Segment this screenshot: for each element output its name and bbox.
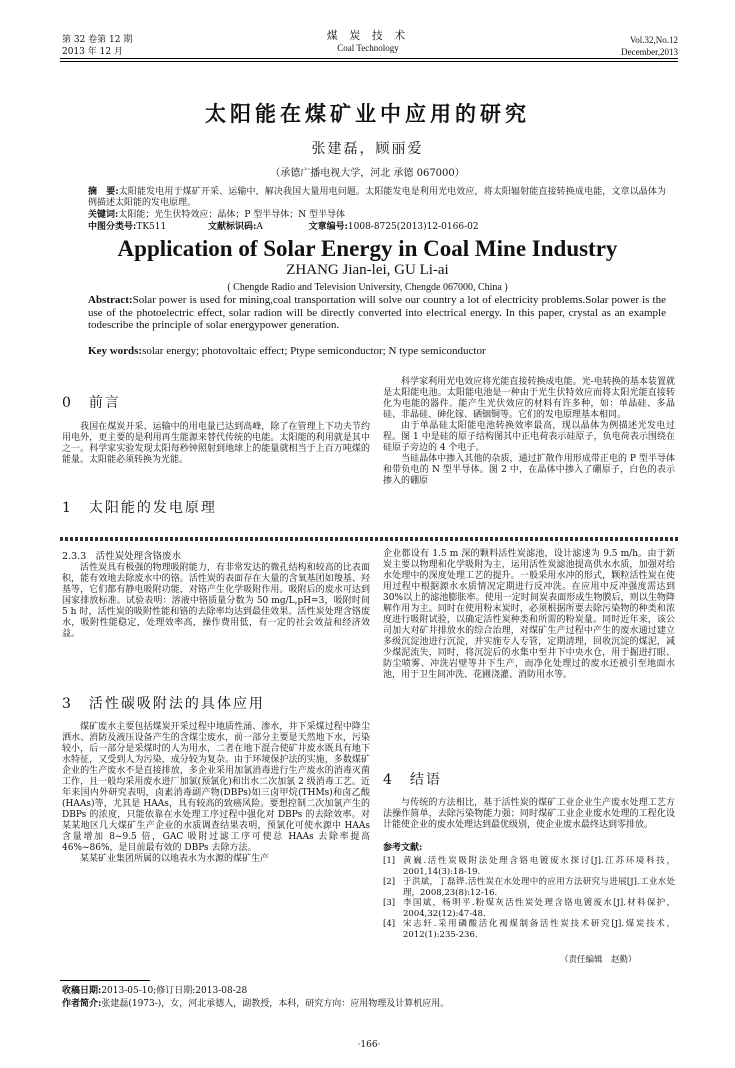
keywords-en-text: solar energy; photovoltaic effect; Ptype semiconductor; N type semiconductor [142, 345, 486, 357]
author-bio-value: 张建磊(1973-)，女，河北承德人，副教授，本科，研究方向：应用物理及计算机应用。 [101, 999, 450, 1009]
reference-text: 李国斌，杨明平.粉煤灰活性炭处理含铬电镀废水[J].材料保护，2004,32(12):47-48. [403, 898, 675, 919]
year-month: 2013 年 12 月 [62, 47, 123, 57]
header-rule [60, 58, 678, 59]
section-233-heading: 2.3.3 活性炭处理含铬废水 [62, 551, 182, 562]
lower-right-column [383, 549, 675, 681]
journal-name-cn: 煤 炭 技 术 [326, 29, 410, 42]
section-3-heading: 3 活性碳吸附法的具体应用 [62, 696, 265, 712]
paragraph-silicon: 由于单晶硅太阳能电池转换效率最高，现以晶体为例描述光发电过程。图 1 中是硅的原子结构图其中正电荷表示硅原子，负电荷表示围绕在硅原子旁边的 4 个电子。 [383, 421, 675, 453]
section-3-body [62, 722, 370, 865]
paragraph-photoelectric: 科学家利用光电效应将光能直接转换成电能。光-电转换的基本装置就是太阳能电池。太阳能电池是一种由于光生伏特效应而将太阳光能直接转化为电能的器件。能产生光伏效应的材料有许多种，如：单晶硅、多晶硅、非晶硅、砷化镓、硒铟铜等。它们的发电原理基本相同。 [383, 377, 675, 420]
clc-label: 中图分类号: [88, 222, 137, 232]
doc-code-value: A [256, 222, 263, 232]
reference-number: [4] [383, 919, 396, 929]
reference-text: 黄巍.活性炭吸附法处理含铬电镀废水探讨[J].江苏环境科技，2001,14(3):18-19. [403, 856, 675, 877]
journal-name-en: Coal Technology [337, 43, 399, 53]
keywords-en [88, 345, 666, 358]
section-0-heading: 0 前言 [62, 395, 121, 411]
upper-right-column [383, 377, 675, 487]
reference-text: 宋志轩.采用磷酸活化褐煤制备活性炭技术研究[J].煤炭技术，2012(1):235-236. [403, 919, 675, 940]
section-3-paragraph-2: 某某矿业集团所属的以地表水为水源的煤矿生产 [80, 854, 270, 864]
paragraph-filter-pool: 企业都设有 1.5 m 深的颗料活性炭滤池，设计滤速为 9.5 m/h。由于新炭主要以物理和化学吸附为主，运用活性炭滤池提高供水水质，加强对给水处理中的深度处理工艺的提升。一般采用水冲的形式，颗粒活性炭在使用过程中根据源水水质情况定期进行反冲洗。在应用中反冲强度需达到 30%以上的滤池膨胀率。使用一定时间炭表面形成生物膜后，则以生物降解作用为主。同时在使用粉末炭时，必须根据所要去除污染物的种类和浓度进行吸附试验，以确定活性炭种类和所需的粉炭量。同时近年来，该公司加大对矿井排放水的综合治理，对煤矿生产过程中产生的废水通过建立多级沉淀池进行沉淀，并实施专人专管，定期清理，回收沉淀的煤泥，减少煤泥流失，同时，将沉淀后的水集中至井下中央水仓，用于掘进打眼、防尘喷雾、冲洗岩壁等井下生产，而净化处理过的废水还被引至地面水池，用于卫生间冲洗、花圃浇灌、消防用水等。 [383, 549, 675, 680]
keywords-en-label: Key words: [88, 345, 143, 357]
author-bio-label: 作者简介: [62, 999, 102, 1009]
doc-code-label: 文献标识码: [207, 222, 257, 232]
title-en: Application of Solar Energy in Coal Mine Industry [117, 236, 618, 261]
volume-issue: 第 32 卷第 12 期 [62, 35, 133, 45]
keywords-cn [88, 210, 666, 221]
meta-cn [88, 222, 666, 233]
keywords-cn-text: 太阳能；光生伏特效应；晶体；P 型半导体；N 型半导体 [118, 210, 345, 220]
section-1-heading: 1 太阳能的发电原理 [62, 500, 217, 516]
section-3-paragraph-1: 煤矿废水主要包括煤炭开采过程中地质性涌、渗水，井下采煤过程中降尘洒水、消防及液压设备产生的含煤尘废水，前一部分主要是天然地下水，污染较小，后一部分是采煤时的人为用水，二者在地下混合使矿井废水既具有地下水特征，又受到人为污染，成分较为复杂。由于环境保护法的实施，多数煤矿企业的生产废水不是直接排放，多企业采用加氯消毒进行生产废水的消毒灭菌工作，且一般均采用废水进厂加氯(预氯化)和出水二次加氯 2 级消毒工艺。近年来国内外研究表明，卤素消毒副产物(DBPs)如三卤甲烷(THMs)和卤乙酸(HAAs)等，尤其是 HAAs，具有较高的致癌风险。要想控制二次加氯产生的 DBPs 的浓度，只能依靠在水处理工序过程中强化对 DBPs 的去除效率。对某某地区几大煤矿生产企业的水质调查结果表明，预氯化可使水源中 HAAs 含量增加 8~9.5 倍，GAC 吸附过滤工序可使总 HAAs 去除率提高 46%~86%，是目前最有效的 DBPs 去除方法。 [62, 722, 370, 853]
received-dates-label: 收稿日期: [62, 986, 102, 996]
header-right [621, 34, 678, 58]
authors-cn: 张建磊，顾丽爱 [311, 141, 424, 157]
article-no-value: 1008-8725(2013)12-0166-02 [347, 222, 479, 232]
author-bio [62, 999, 672, 1010]
abstract-en-text: Solar power is used for mining,coal transportation will solve our country a lot of electricity problems.Solar power is the use of the photoelectric effect, solar radion will be directly converted into electrical energy. In this paper, crystal as an example todescribe the principle of solar energypower generation. [88, 294, 666, 331]
paragraph-doping: 当硅晶体中掺入其他的杂质，通过扩散作用形成带正电的 P 型半导体和带负电的 N 型半导体。图 2 中，在晶体中掺入了硼原子，白色的表示掺入的硼原 [383, 454, 675, 486]
section-4-heading: 4 结语 [383, 772, 442, 788]
article-no-label: 文章编号: [308, 222, 348, 232]
affiliation-cn: （承德广播电视大学，河北 承德 067000） [270, 168, 465, 179]
reference-item [383, 898, 675, 919]
reference-text: 于洪斌，丁磊铧.活性炭在水处理中的应用方法研究与进展[J].工业水处理，2008,23(8):12-16. [403, 877, 675, 898]
abstract-en [88, 294, 666, 332]
page-splice-divider [60, 537, 678, 541]
references-heading: 参考文献: [383, 843, 423, 853]
date-en: December,2013 [621, 47, 678, 57]
section-233-body [62, 563, 370, 640]
authors-en: ZHANG Jian-lei, GU Li-ai [286, 262, 449, 278]
abstract-cn-label: 摘 要: [88, 187, 119, 197]
header-center [268, 30, 468, 54]
affiliation-en: ( Chengde Radio and Television University, Chengde 067000, China ) [227, 282, 508, 293]
header-rule-thin [60, 61, 678, 62]
received-dates-value: 2013-05-10;修订日期:2013-08-28 [101, 986, 248, 996]
keywords-cn-label: 关键词: [88, 210, 119, 220]
reference-item [383, 856, 675, 877]
section-0-paragraph: 我国在煤炭开采、运输中的用电量已达到高峰，除了在管理上下功夫节约用电外，更主要的是利用再生能源来替代传统的电能。太阳能的利用就是其中之一。科学家实验发现太阳每秒钟照射到地球上的能量就相当于上百万吨煤的能量。太阳能必须转换为光能。 [62, 422, 370, 465]
header-left [62, 34, 132, 58]
clc-value: TK511 [136, 222, 167, 232]
reference-number: [2] [383, 877, 396, 887]
page-number: ·166· [357, 1040, 381, 1050]
reference-item [383, 919, 675, 940]
editor-note: （责任编辑 赵勤） [560, 955, 637, 965]
section-4-paragraph: 与传统的方法相比，基于活性炭的煤矿工业企业生产废水处理工艺方法操作简单，去除污染物能力强；同时煤矿工业企业废水处理的工程化设计能使企业的废水处理达到最优级别，使企业废水最终达到零排放。 [383, 798, 675, 830]
reference-number: [3] [383, 898, 396, 908]
volume-issue-en: Vol.32,No.12 [629, 35, 678, 45]
abstract-en-label: Abstract: [88, 294, 133, 306]
section-0-body [62, 422, 370, 466]
references-list [383, 856, 675, 940]
section-233-paragraph: 活性炭具有极强的物理吸附能力，有非常发达的微孔结构和较高的比表面积，能有效地去除废水中的铬。活性炭的表面存在大量的含氧基团如羧基、羟基等，它们都有静电吸附功能，对铬产生化学吸附作用。吸附后的废水可达到国家排放标准。试验表明：溶液中铬质量分数为 50 mg/L,pH=3，吸附时间 5 h 时，活性炭的吸附性能和铬的去除率均达到最佳效果。活性炭处理含铬废水，吸附性能稳定，处理效率高，操作费用低，有一定的社会效益和经济效益。 [62, 563, 370, 639]
footer-rule [60, 980, 150, 981]
reference-item [383, 877, 675, 898]
title-cn: 太阳能在煤矿业中应用的研究 [205, 101, 530, 126]
received-dates [62, 986, 672, 997]
abstract-cn [88, 187, 666, 209]
abstract-cn-text: 太阳能发电用于煤矿开采、运输中，解决我国大量用电问题。太阳能发电是利用光电效应，将太阳辐射能直接转换成电能，文章以晶体为例描述太阳能的发电原理。 [88, 187, 666, 208]
reference-number: [1] [383, 856, 396, 866]
section-4-body [383, 798, 675, 831]
